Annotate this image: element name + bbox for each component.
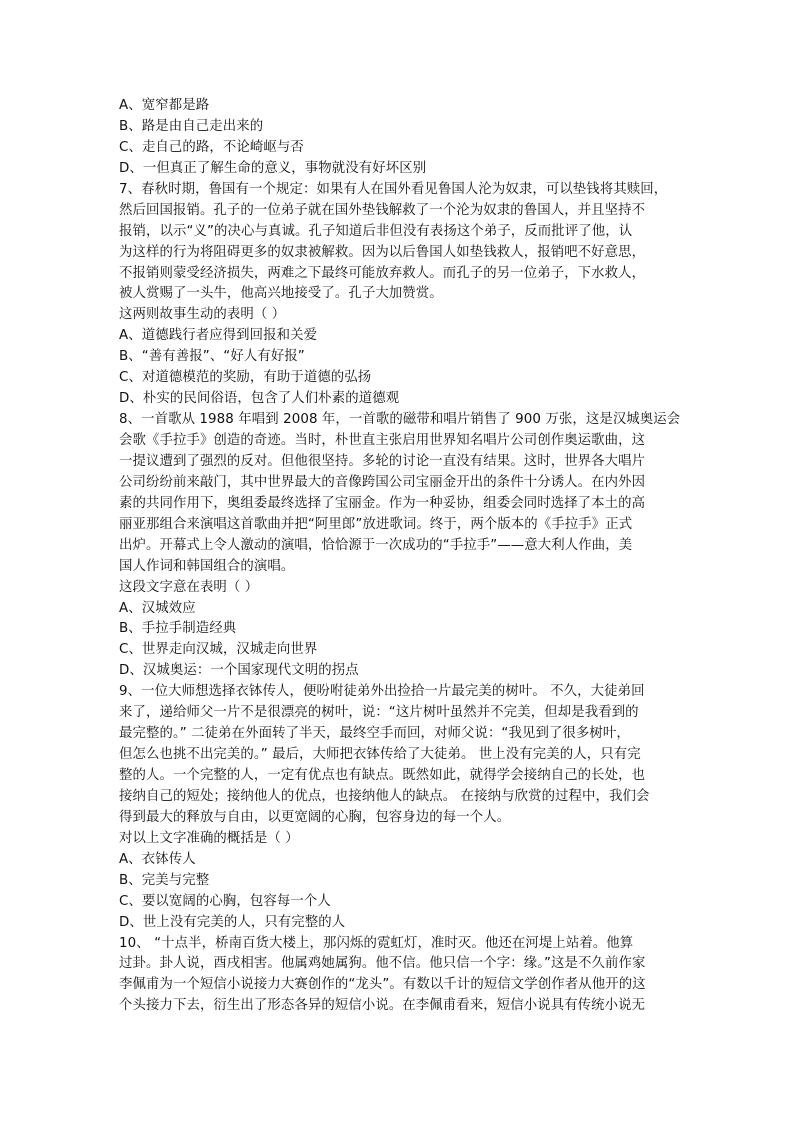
option-line: A、道德践行者应得到回报和关爱 bbox=[119, 328, 318, 344]
question-8-text: 素的共同作用下，奥组委最终选择了宝丽金。作为一种妥协，组委会同时选择了本土的高 bbox=[119, 495, 646, 511]
option-line: C、走自己的路，不论崎岖与否 bbox=[119, 139, 304, 155]
question-10-text: 过卦。卦人说，酉戌相害。他属鸡她属狗。他不信。他只信一个字：缘。”这是不久前作家 bbox=[119, 956, 646, 972]
option-line: A、衣钵传人 bbox=[119, 851, 196, 867]
option-line: B、路是由自己走出来的 bbox=[119, 118, 264, 134]
document-body bbox=[119, 96, 679, 1017]
question-7-text: 7、春秋时期，鲁国有一个规定：如果有人在国外看见鲁国人沦为奴隶，可以垫钱将其赎回， bbox=[119, 181, 668, 197]
question-7-text: 报销，以示“义”的决心与真诚。孔子知道后非但没有表扬这个弟子，反而批评了他，认 bbox=[119, 223, 633, 239]
question-7-prompt: 这两则故事生动的表明（ ） bbox=[119, 307, 286, 323]
question-10-text: 个头接力下去，衍生出了形态各异的短信小说。在李佩甫看来，短信小说具有传统小说无 bbox=[119, 998, 646, 1014]
option-line: D、一但真正了解生命的意义，事物就没有好坏区别 bbox=[119, 160, 427, 176]
question-8-text: 会歌《手拉手》创造的奇迹。当时，朴世直主张启用世界知名唱片公司创作奥运歌曲，这 bbox=[119, 433, 646, 448]
option-line: D、朴实的民间俗语，包含了人们朴素的道德观 bbox=[119, 391, 400, 407]
question-8-text: 国人作词和韩国组合的演唱。 bbox=[119, 558, 295, 574]
question-7-text: 然后回国报销。孔子的一位弟子就在国外垫钱解救了一个沦为奴隶的鲁国人，并且坚持不 bbox=[119, 202, 646, 218]
question-9-text: 9、一位大师想选择衣钵传人，便吩咐徒弟外出捡拾一片最完美的树叶。 不久，大徒弟回 bbox=[119, 684, 645, 700]
question-9-text: 接纳自己的短处；接纳他人的优点，也接纳他人的缺点。 在接纳与欣赏的过程中，我们会 bbox=[119, 788, 650, 804]
option-line: B、“善有善报”、“好人有好报” bbox=[119, 349, 305, 365]
question-8-text: 一提议遭到了强烈的反对。但他很坚持。多轮的讨论一直没有结果。这时，世界各大唱片 bbox=[119, 453, 646, 469]
question-9-text: 来了，递给师父一片不是很漂亮的树叶，说：“这片树叶虽然并不完美，但却是我看到的 bbox=[119, 705, 639, 721]
question-9-text: 得到最大的释放与自由，以更宽阔的心胸，包容身边的每一个人。 bbox=[119, 809, 511, 825]
option-line: B、手拉手制造经典 bbox=[119, 621, 237, 637]
option-line: C、要以宽阔的心胸，包容每一个人 bbox=[119, 893, 331, 909]
option-line: C、世界走向汉城，汉城走向世界 bbox=[119, 642, 318, 658]
option-line: A、汉城效应 bbox=[119, 600, 196, 616]
question-8-text: 丽亚那组合来演唱这首歌曲并把“阿里郎”放进歌词。终于，两个版本的《手拉手》正式 bbox=[119, 516, 633, 532]
question-10-text: 李佩甫为一个短信小说接力大赛创作的“龙头”。有数以千计的短信文学创作者从他开的这 bbox=[119, 977, 646, 993]
question-8-text: 8、一首歌从 1988 年唱到 2008 年，一首歌的磁带和唱片销售了 900 万张，这是汉城奥运会 bbox=[119, 412, 681, 428]
question-7-text: 不报销则蒙受经济损失，两难之下最终可能放弃救人。而孔子的另一位弟子，下水救人， bbox=[119, 265, 646, 281]
question-8-prompt: 这段文字意在表明（ ） bbox=[119, 579, 259, 595]
question-8-text: 公司纷纷前来敲门，其中世界最大的音像跨国公司宝丽金开出的条件十分诱人。在内外因 bbox=[119, 474, 646, 490]
option-line: D、汉城奥运：一个国家现代文明的拐点 bbox=[119, 663, 359, 679]
question-7-text: 为这样的行为将阻碍更多的奴隶被解救。因为以后鲁国人如垫钱救人，报销吧不好意思， bbox=[119, 244, 646, 260]
question-9-text: 整的人。一个完整的人，一定有优点也有缺点。既然如此，就得学会接纳自己的长处，也 bbox=[119, 768, 646, 783]
option-line: C、对道德模范的奖励，有助于道德的弘扬 bbox=[119, 370, 372, 386]
question-7-text: 被人赏赐了一头牛，他高兴地接受了。孔子大加赞赏。 bbox=[119, 286, 443, 302]
question-9-text: 但怎么也挑不出完美的。” 最后，大师把衣钵传给了大徒弟。 世上没有完美的人，只有完 bbox=[119, 747, 641, 763]
option-line: D、世上没有完美的人，只有完整的人 bbox=[119, 914, 346, 930]
question-9-text: 最完整的。” 二徒弟在外面转了半天，最终空手而回，对师父说：“我见到了很多树叶， bbox=[119, 726, 630, 742]
question-8-text: 出炉。开幕式上令人激动的演唱，恰恰源于一次成功的“手拉手”——意大利人作曲，美 bbox=[119, 537, 633, 553]
question-9-prompt: 对以上文字准确的概括是（ ） bbox=[119, 830, 299, 846]
option-line: A、宽窄都是路 bbox=[119, 98, 210, 113]
question-10-text: 10、 “十点半，桥南百货大楼上，那闪烁的霓虹灯，准时灭。他还在河堤上站着。他算 bbox=[119, 935, 634, 951]
option-line: B、完美与完整 bbox=[119, 872, 210, 888]
